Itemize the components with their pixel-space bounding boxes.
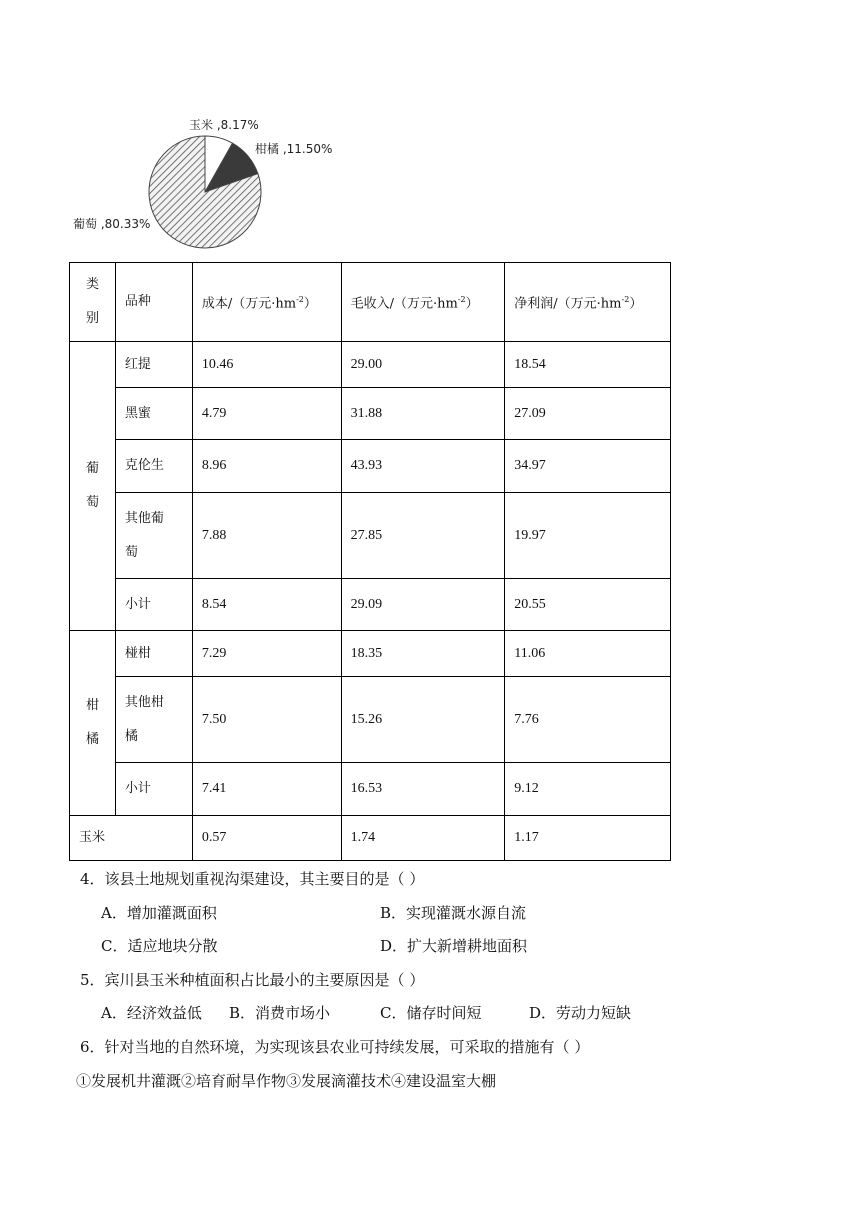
net-cell: 19.97 — [505, 493, 671, 579]
variety-cell: 小计 — [115, 763, 192, 816]
category-corn: 玉米 — [70, 816, 193, 861]
table-row — [70, 579, 671, 631]
variety-cell: 小计 — [115, 579, 192, 631]
gross-cell: 29.09 — [341, 579, 505, 631]
pie-slices — [149, 136, 261, 248]
variety-cell: 黑蜜 — [115, 388, 192, 440]
gross-cell: 1.74 — [341, 816, 505, 861]
gross-cell: 18.35 — [341, 631, 505, 677]
net-cell: 27.09 — [505, 388, 671, 440]
gross-cell: 15.26 — [341, 677, 505, 763]
variety-cell: 其他柑橘 — [115, 677, 192, 763]
header-cost: 成本/（万元$\cdot hm^{-2}$） — [192, 263, 341, 342]
category-citrus: 柑橘 — [70, 631, 116, 816]
cost-cell: 4.79 — [192, 388, 341, 440]
gross-cell: 29.00 — [341, 342, 505, 388]
question-4-stem: 4．该县土地规划重视沟渠建设，其主要目的是（ ） — [80, 870, 425, 888]
header-net: 净利润/（万元$\cdot hm^{-2}$） — [505, 263, 671, 342]
q4-option-c[interactable]: C．适应地块分散 — [101, 937, 218, 955]
question-6-stem: 6．针对当地的自然环境，为实现该县农业可持续发展，可采取的措施有（ ） — [80, 1038, 590, 1056]
cost-cell: 8.96 — [192, 440, 341, 493]
gross-cell: 27.85 — [341, 493, 505, 579]
cost-cell: 8.54 — [192, 579, 341, 631]
net-cell: 18.54 — [505, 342, 671, 388]
net-cell: 34.97 — [505, 440, 671, 493]
q4-option-a[interactable]: A．增加灌溉面积 — [101, 904, 217, 922]
header-category: 类别 — [70, 263, 116, 342]
table-row — [70, 631, 671, 677]
variety-cell: 红提 — [115, 342, 192, 388]
net-cell: 9.12 — [505, 763, 671, 816]
pie-svg — [70, 110, 360, 260]
crop-economics-table — [69, 262, 671, 861]
table-row — [70, 388, 671, 440]
q5-option-a[interactable]: A．经济效益低 — [101, 1004, 202, 1022]
pie-chart — [70, 110, 360, 260]
q5-option-d[interactable]: D．劳动力短缺 — [529, 1004, 632, 1022]
table-row — [70, 677, 671, 763]
table-row — [70, 493, 671, 579]
table-row — [70, 440, 671, 493]
net-cell: 20.55 — [505, 579, 671, 631]
net-cell: 1.17 — [505, 816, 671, 861]
table-row — [70, 763, 671, 816]
cost-cell: 10.46 — [192, 342, 341, 388]
q5-option-c[interactable]: C．储存时间短 — [380, 1004, 482, 1022]
cost-cell: 7.41 — [192, 763, 341, 816]
table-header-row — [70, 263, 671, 342]
gross-cell: 43.93 — [341, 440, 505, 493]
variety-cell: 其他葡萄 — [115, 493, 192, 579]
category-grape: 葡萄 — [70, 342, 116, 631]
net-cell: 7.76 — [505, 677, 671, 763]
pie-label-citrus: 柑橘 ,11.50% — [255, 142, 333, 156]
cost-cell: 7.29 — [192, 631, 341, 677]
header-gross: 毛收入/（万元$\cdot hm^{-2}$） — [341, 263, 505, 342]
pie-label-corn: 玉米 ,8.17% — [189, 118, 259, 132]
cost-cell: 0.57 — [192, 816, 341, 861]
question-5-stem: 5．宾川县玉米种植面积占比最小的主要原因是（ ） — [80, 971, 425, 989]
q5-option-b[interactable]: B．消费市场小 — [229, 1004, 331, 1022]
gross-cell: 16.53 — [341, 763, 505, 816]
table-row — [70, 342, 671, 388]
cost-cell: 7.50 — [192, 677, 341, 763]
gross-cell: 31.88 — [341, 388, 505, 440]
pie-label-grape: 葡萄 ,80.33% — [73, 217, 151, 231]
net-cell: 11.06 — [505, 631, 671, 677]
q4-option-d[interactable]: D．扩大新增耕地面积 — [380, 937, 528, 955]
variety-cell: 克伦生 — [115, 440, 192, 493]
table-row — [70, 816, 671, 861]
q4-option-b[interactable]: B．实现灌溉水源自流 — [380, 904, 527, 922]
header-variety: 品种 — [115, 263, 192, 342]
cost-cell: 7.88 — [192, 493, 341, 579]
question-6-items: ①发展机井灌溉②培育耐旱作物③发展滴灌技术④建设温室大棚 — [76, 1072, 497, 1090]
variety-cell: 椪柑 — [115, 631, 192, 677]
